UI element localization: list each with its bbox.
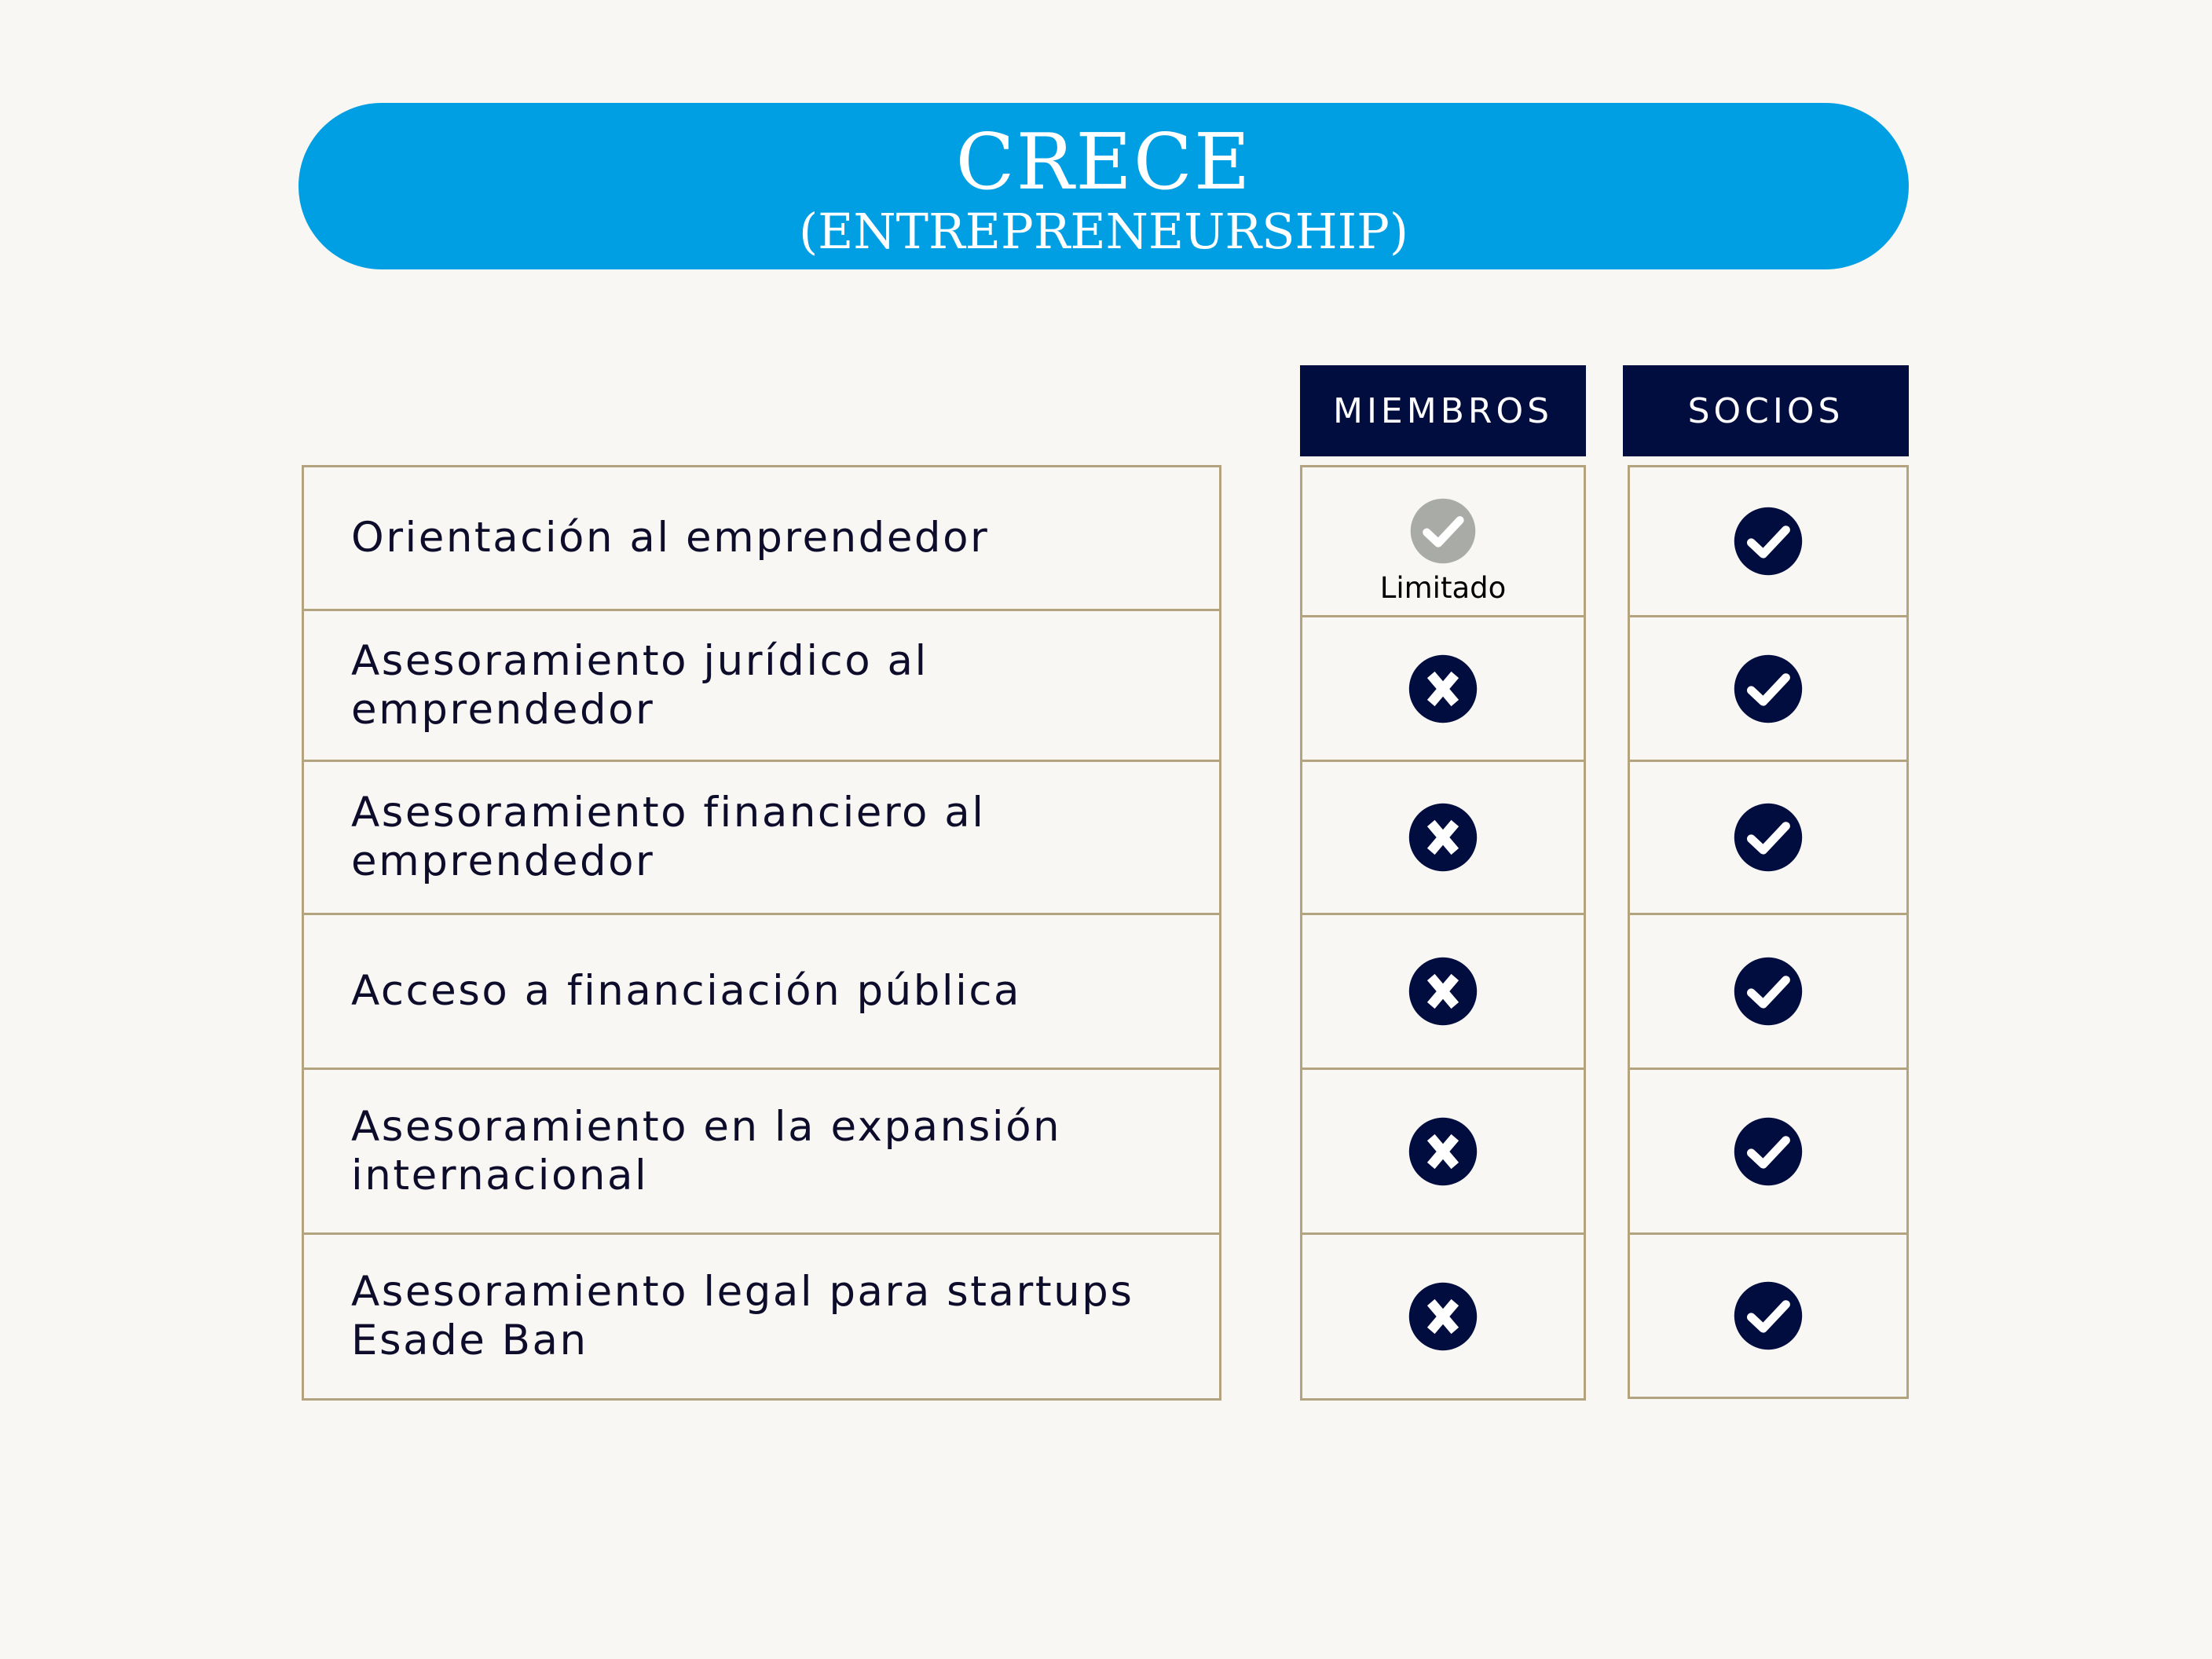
check-icon <box>1733 654 1804 724</box>
banner-title: CRECE <box>955 118 1252 207</box>
feature-row <box>302 913 1221 1070</box>
feature-row <box>302 760 1221 915</box>
feature-row <box>302 1068 1221 1235</box>
miembros-cell <box>1300 913 1586 1070</box>
socios-cell <box>1628 913 1909 1070</box>
feature-row <box>302 1232 1221 1401</box>
limited-check-icon <box>1409 497 1477 565</box>
check-icon <box>1733 506 1804 577</box>
banner-subtitle: (ENTREPRENEURSHIP) <box>798 203 1409 260</box>
socios-cell <box>1628 465 1909 617</box>
column-header-socios: SOCIOS <box>1623 365 1909 456</box>
miembros-cell <box>1300 760 1586 915</box>
feature-label: Acceso a financiación pública <box>351 967 1021 1015</box>
feature-label: Orientación al emprendedor <box>351 514 990 562</box>
miembros-cell <box>1300 1232 1586 1401</box>
check-icon <box>1733 1116 1804 1187</box>
limited-label: Limitado <box>1379 570 1507 605</box>
cross-icon <box>1408 1116 1478 1187</box>
miembros-cell <box>1300 465 1586 617</box>
feature-label: Asesoramiento legal para startups Esade Ban <box>351 1268 1134 1364</box>
cross-icon <box>1408 1281 1478 1352</box>
feature-label: Asesoramiento en la expansión internacional <box>351 1102 1062 1199</box>
column-header-miembros: MIEMBROS <box>1300 365 1586 456</box>
check-icon <box>1733 956 1804 1027</box>
socios-cell <box>1628 615 1909 762</box>
socios-cell <box>1628 760 1909 915</box>
socios-cell <box>1628 1068 1909 1235</box>
miembros-cell <box>1300 615 1586 762</box>
check-icon <box>1733 802 1804 873</box>
cross-icon <box>1408 802 1478 873</box>
feature-row <box>302 609 1221 762</box>
cross-icon <box>1408 654 1478 724</box>
feature-row <box>302 465 1221 611</box>
socios-cell <box>1628 1232 1909 1399</box>
cross-icon <box>1408 956 1478 1027</box>
check-icon <box>1733 1280 1804 1351</box>
header-banner <box>298 103 1909 269</box>
feature-label: Asesoramiento jurídico al emprendedor <box>351 636 928 734</box>
feature-label: Asesoramiento financiero al emprendedor <box>351 789 986 885</box>
miembros-cell <box>1300 1068 1586 1235</box>
